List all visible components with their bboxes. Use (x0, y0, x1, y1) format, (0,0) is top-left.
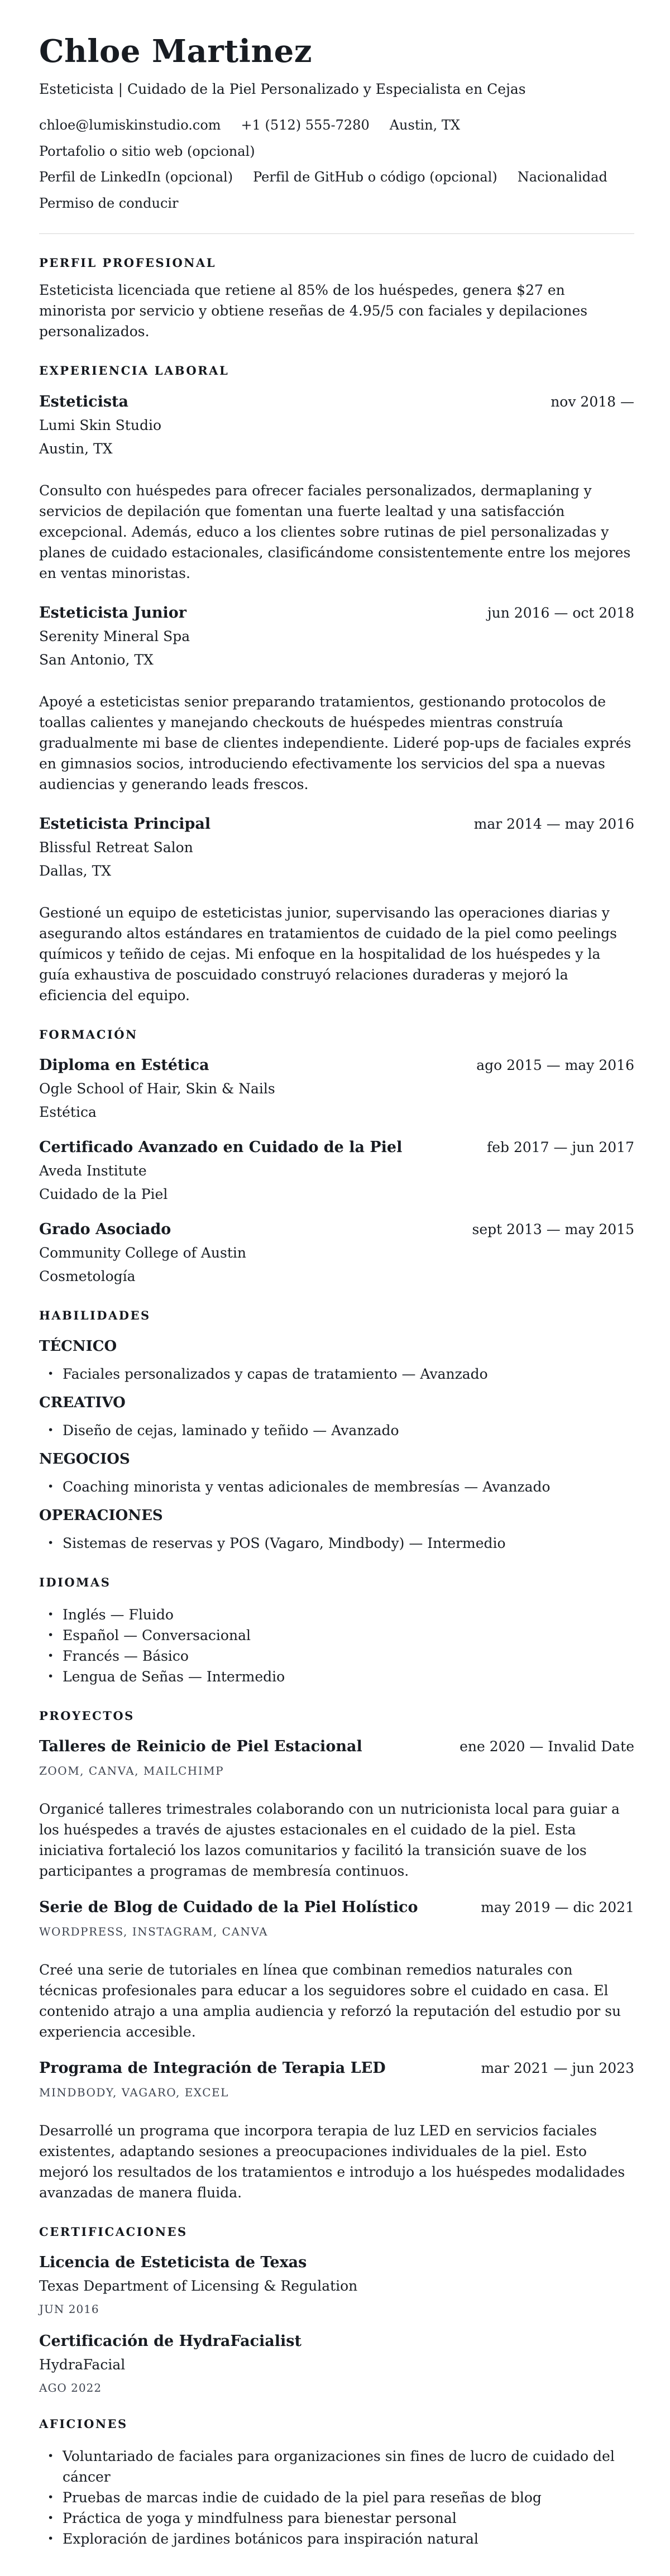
bullet-icon (47, 1646, 54, 1666)
section-skills (39, 1308, 634, 1554)
project-description: Organicé talleres trimestrales colaborando con un nutricionista local para guiar a los huéspedes a través de ajustes estacionales en el cuidado de la piel. Esta iniciativa fortaleció los lazos comunitarios y facilitó la transición suave de los participantes a programas de membresía continuos. (39, 1801, 620, 1880)
certification-title: Certificación de HydraFacialist (39, 2333, 302, 2350)
job-item (39, 393, 634, 584)
job-location: Dallas, TX (39, 862, 112, 879)
education-school: Ogle School of Hair, Skin & Nails (39, 1081, 275, 1097)
section-certifications (39, 2224, 634, 2395)
project-item (39, 1737, 634, 1881)
education-school: Community College of Austin (39, 1245, 246, 1261)
certification-date: AGO 2022 (39, 2381, 102, 2395)
skill-group-operaciones (39, 1506, 634, 1554)
bullet-icon (47, 1476, 54, 1497)
education-field: Cuidado de la Piel (39, 1186, 168, 1203)
job-item (39, 604, 634, 795)
bullet-icon (47, 2529, 54, 2549)
language-text: Lengua de Señas — Intermedio (63, 1668, 285, 1685)
bullet-icon (47, 1364, 54, 1384)
project-title: Programa de Integración de Terapia LED (39, 2059, 386, 2077)
hobby-text: Exploración de jardines botánicos para inspiración natural (63, 2530, 478, 2547)
skill-category: OPERACIONES (39, 1507, 163, 1524)
project-title-row (39, 2059, 634, 2078)
skill-group-creativo (39, 1393, 634, 1441)
skill-list (39, 1476, 634, 1497)
section-hobbies (39, 2416, 634, 2549)
education-item (39, 1220, 634, 1287)
contact-info (39, 116, 634, 213)
job-description: Consulto con huéspedes para ofrecer faciales personalizados, dermaplaning y servicios de depilación que fomentan una fuerte lealtad y una satisfacción excepcional. Además, educo a los clientes sobre rutinas de piel personalizadas y planes de cuidado estacionales, clasificándome consistentemente entre los mejores en ventas minoristas. (39, 482, 631, 581)
contact-row-2 (39, 168, 634, 187)
header-divider (39, 233, 634, 234)
languages-heading: IDIOMAS (39, 1575, 111, 1590)
skill-item (39, 1420, 634, 1441)
job-location: Austin, TX (39, 440, 113, 457)
skill-text: Faciales personalizados y capas de tratamiento — Avanzado (63, 1366, 488, 1383)
skill-category: CREATIVO (39, 1394, 126, 1412)
hobby-item (39, 2529, 634, 2549)
certifications-heading: CERTIFICACIONES (39, 2225, 188, 2239)
section-profile (39, 255, 634, 342)
section-languages (39, 1575, 634, 1686)
job-company: Blissful Retreat Salon (39, 839, 193, 856)
skill-text: Diseño de cejas, laminado y teñido — Avanzado (63, 1422, 399, 1439)
skill-item (39, 1364, 634, 1384)
hobby-item (39, 2446, 634, 2487)
job-description: Apoyé a esteticistas senior preparando tratamientos, gestionando protocolos de toallas calientes y manejando checkouts de huéspedes mientras construía gradualmente mi base de clientes independiente. Lideré pop-ups de faciales exprés en gimnasios socios, introduciendo efectivamente los servicios del spa a nuevas audiencias y generando leads frescos. (39, 693, 631, 792)
hobby-text: Voluntariado de faciales para organizaciones sin fines de lucro de cuidado del cáncer (63, 2448, 615, 2485)
job-title: Esteticista (39, 393, 129, 410)
certification-title: Licencia de Esteticista de Texas (39, 2254, 307, 2272)
candidate-tagline: Esteticista | Cuidado de la Piel Personalizado y Especialista en Cejas (39, 81, 526, 98)
job-title: Esteticista Principal (39, 815, 211, 833)
project-item (39, 2059, 634, 2203)
education-item (39, 1056, 634, 1122)
section-experience (39, 363, 634, 1005)
skill-list (39, 1364, 634, 1384)
bullet-icon (47, 1533, 54, 1554)
language-text: Español — Conversacional (63, 1627, 251, 1643)
hobby-text: Práctica de yoga y mindfulness para bienestar personal (63, 2510, 457, 2526)
project-date: ene 2020 — Invalid Date (460, 1738, 634, 1755)
language-text: Inglés — Fluido (63, 1606, 174, 1623)
bullet-icon (47, 1604, 54, 1625)
section-projects (39, 1708, 634, 2203)
contact-driving-permit: Permiso de conducir (39, 195, 179, 212)
language-item (39, 1625, 634, 1646)
job-item (39, 815, 634, 1006)
skill-category: NEGOCIOS (39, 1451, 130, 1468)
certification-issuer: HydraFacial (39, 2357, 126, 2373)
profile-heading: PERFIL PROFESIONAL (39, 256, 217, 270)
job-title-row (39, 815, 634, 834)
skill-group-negocios (39, 1450, 634, 1497)
candidate-name: Chloe Martinez (39, 33, 313, 70)
skill-item (39, 1476, 634, 1497)
project-description: Creé una serie de tutoriales en línea que combinan remedios naturales con técnicas profesionales para educar a los seguidores sobre el cuidado en casa. El contenido atrajo a una amplia audiencia y reforzó la reputación del estudio por su experiencia accesible. (39, 1962, 621, 2040)
skill-list (39, 1533, 634, 1554)
contact-email: chloe@lumiskinstudio.com (39, 117, 221, 133)
language-item (39, 1604, 634, 1625)
project-date: mar 2021 — jun 2023 (481, 2060, 634, 2077)
job-title-row (39, 604, 634, 623)
certification-item (39, 2253, 634, 2316)
section-education (39, 1027, 634, 1287)
hobbies-heading: AFICIONES (39, 2417, 128, 2431)
language-item (39, 1646, 634, 1666)
education-date: feb 2017 — jun 2017 (486, 1139, 634, 1156)
project-tools: MINDBODY, VAGARO, EXCEL (39, 2086, 229, 2100)
skill-group-tecnico (39, 1337, 634, 1384)
job-location: San Antonio, TX (39, 651, 154, 668)
project-title-row (39, 1737, 634, 1756)
bullet-icon (47, 1625, 54, 1646)
job-date: nov 2018 — (551, 393, 634, 410)
education-title-row (39, 1056, 634, 1075)
contact-nationality: Nacionalidad (517, 169, 607, 185)
hobby-item (39, 2487, 634, 2508)
project-item (39, 1898, 634, 2042)
bullet-icon (47, 2487, 54, 2508)
project-description: Desarrollé un programa que incorpora terapia de luz LED en servicios faciales existentes, adaptando sesiones a preocupaciones individuales de la piel. Esto mejoró los resultados de los tratamientos e introdujo a los huéspedes modalidades avanzadas de manera fluida. (39, 2123, 625, 2201)
language-list (39, 1604, 634, 1687)
hobby-text: Pruebas de marcas indie de cuidado de la piel para reseñas de blog (63, 2489, 542, 2506)
contact-row-3 (39, 194, 634, 213)
education-degree: Diploma en Estética (39, 1057, 209, 1074)
certification-item (39, 2332, 634, 2395)
job-company: Serenity Mineral Spa (39, 628, 190, 644)
resume-header (39, 34, 634, 234)
education-item (39, 1138, 634, 1205)
bullet-icon (47, 2508, 54, 2529)
skills-heading: HABILIDADES (39, 1308, 151, 1323)
hobby-list (39, 2446, 634, 2549)
project-date: may 2019 — dic 2021 (481, 1899, 634, 1916)
project-title-row (39, 1898, 634, 1917)
contact-linkedin: Perfil de LinkedIn (opcional) (39, 169, 233, 185)
education-heading: FORMACIÓN (39, 1027, 138, 1041)
contact-location: Austin, TX (389, 117, 460, 133)
education-date: sept 2013 — may 2015 (472, 1221, 634, 1238)
contact-row-1 (39, 116, 634, 161)
education-field: Cosmetología (39, 1268, 136, 1285)
education-degree: Grado Asociado (39, 1221, 171, 1239)
skill-list (39, 1420, 634, 1441)
experience-heading: EXPERIENCIA LABORAL (39, 364, 229, 378)
project-tools: ZOOM, CANVA, MAILCHIMP (39, 1764, 224, 1778)
skill-category: TÉCNICO (39, 1338, 117, 1355)
education-date: ago 2015 — may 2016 (476, 1057, 634, 1074)
profile-summary: Esteticista licenciada que retiene al 85% de los huéspedes, genera $27 en minorista por servicio y obtiene reseñas de 4.95/5 con faciales y depilaciones personalizados. (39, 282, 588, 340)
job-date: jun 2016 — oct 2018 (487, 604, 634, 621)
job-title-row (39, 393, 634, 412)
skill-item (39, 1533, 634, 1554)
language-item (39, 1666, 634, 1687)
job-title: Esteticista Junior (39, 604, 186, 622)
education-title-row (39, 1220, 634, 1239)
language-text: Francés — Básico (63, 1647, 189, 1664)
education-school: Aveda Institute (39, 1163, 147, 1179)
bullet-icon (47, 1420, 54, 1441)
skill-text: Coaching minorista y ventas adicionales de membresías — Avanzado (63, 1479, 551, 1495)
skill-text: Sistemas de reservas y POS (Vagaro, Mindbody) — Intermedio (63, 1535, 506, 1552)
contact-phone: +1 (512) 555-7280 (241, 117, 370, 133)
projects-heading: PROYECTOS (39, 1708, 135, 1723)
certification-issuer: Texas Department of Licensing & Regulation (39, 2278, 358, 2295)
bullet-icon (47, 1666, 54, 1687)
education-field: Estética (39, 1104, 97, 1121)
certification-date: JUN 2016 (39, 2302, 99, 2316)
job-date: mar 2014 — may 2016 (473, 815, 634, 832)
contact-portfolio: Portafolio o sitio web (opcional) (39, 143, 255, 159)
project-title: Talleres de Reinicio de Piel Estacional (39, 1738, 362, 1756)
hobby-item (39, 2508, 634, 2529)
education-title-row (39, 1138, 634, 1157)
job-company: Lumi Skin Studio (39, 417, 161, 433)
project-tools: WORDPRESS, INSTAGRAM, CANVA (39, 1925, 268, 1939)
contact-github: Perfil de GitHub o código (opcional) (253, 169, 497, 185)
project-title: Serie de Blog de Cuidado de la Piel Holístico (39, 1899, 418, 1917)
education-degree: Certificado Avanzado en Cuidado de la Piel (39, 1139, 403, 1156)
bullet-icon (47, 2446, 54, 2467)
job-description: Gestioné un equipo de esteticistas junior, supervisando las operaciones diarias y asegurando altos estándares en tratamientos de cuidado de la piel como peelings químicos y teñido de cejas. Mi enfoque en la hospitalidad de los huéspedes y la guía exhaustiva de poscuidado construyó relaciones duraderas y mejoró la eficiencia del equipo. (39, 904, 617, 1003)
